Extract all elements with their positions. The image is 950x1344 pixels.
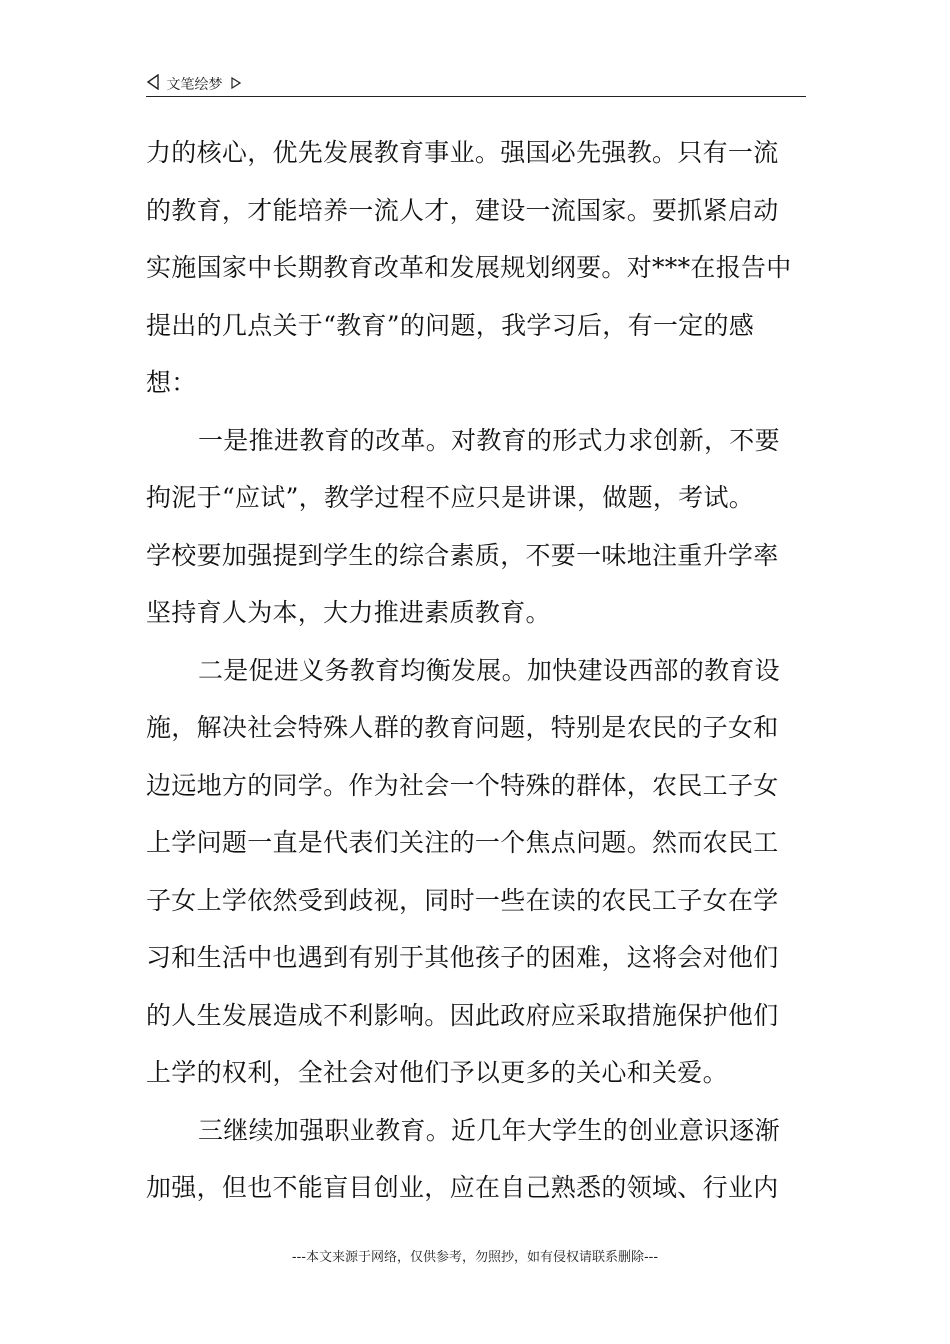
text-line: 实施国家中长期教育改革和发展规划纲要。对***在报告中 <box>146 253 792 282</box>
text-line: 边远地方的同学。作为社会一个特殊的群体，农民工子女 <box>146 770 779 800</box>
text-line: 子女上学依然受到歧视，同时一些在读的农民工子女在学 <box>146 885 779 915</box>
text-line: 提出的几点关于“教育”的问题，我学习后，有一定的感 <box>146 310 755 340</box>
paragraph-start-line: 三继续加强职业教育。近几年大学生的创业意识逐渐 <box>198 1115 780 1145</box>
text-line: 坚持育人为本，大力推进素质教育。 <box>146 598 551 627</box>
text-line: 的人生发展造成不利影响。因此政府应采取措施保护他们 <box>146 1000 779 1030</box>
paragraph-start-line: 一是推进教育的改革。对教育的形式力求创新，不要 <box>198 425 780 455</box>
paragraph-start-line: 二是促进义务教育均衡发展。加快建设西部的教育设 <box>198 655 780 685</box>
text-line: 的教育，才能培养一流人才，建设一流国家。要抓紧启动 <box>146 195 779 225</box>
text-line: 拘泥于“应试”，教学过程不应只是讲课，做题，考试。 <box>146 483 755 512</box>
header-brand: 文笔绘梦 <box>166 77 223 93</box>
document-body <box>146 124 806 1217</box>
page-header <box>146 74 806 97</box>
text-line: 加强，但也不能盲目创业，应在自己熟悉的领域、行业内 <box>146 1173 779 1202</box>
triangle-right-icon <box>231 75 241 95</box>
text-line: 上学的权利，全社会对他们予以更多的关心和关爱。 <box>146 1058 728 1087</box>
page-footer: ---本文来源于网络，仅供参考，勿照抄，如有侵权请联系删除--- <box>291 1250 659 1265</box>
triangle-left-icon <box>146 74 160 96</box>
text-line: 想： <box>146 368 197 397</box>
text-line: 施，解决社会特殊人群的教育问题，特别是农民的子女和 <box>146 713 779 742</box>
text-line: 力的核心，优先发展教育事业。强国必先强教。只有一流 <box>146 138 779 167</box>
text-line: 上学问题一直是代表们关注的一个焦点问题。然而农民工 <box>146 828 779 857</box>
text-line: 习和生活中也遇到有别于其他孩子的困难，这将会对他们 <box>146 943 779 972</box>
text-line: 学校要加强提到学生的综合素质，不要一味地注重升学率 <box>146 540 779 570</box>
